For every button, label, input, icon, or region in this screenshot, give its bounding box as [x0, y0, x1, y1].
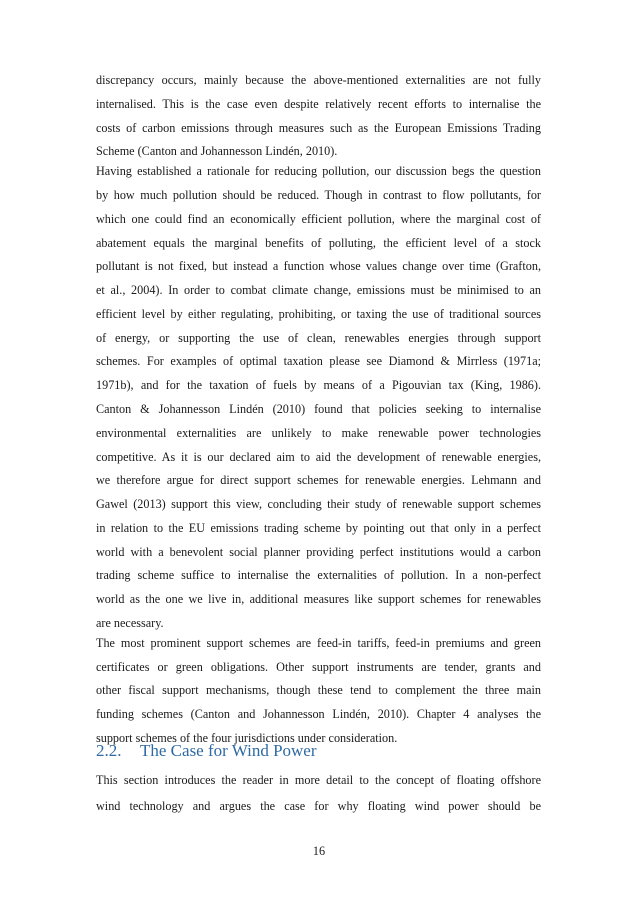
text-line: which one could find an economically efficient pollution, where the marginal cost of: [96, 212, 541, 226]
text-line: certificates or green obligations. Other support instruments are tender, grants and: [96, 660, 541, 674]
section-heading: [96, 741, 317, 761]
text-line: environmental externalities are unlikely to make renewable power technologies: [96, 426, 541, 440]
text-line: Gawel (2013) support this view, concluding their study of renewable support schemes: [96, 497, 541, 511]
text-line: costs of carbon emissions through measures such as the European Emissions Trading: [96, 121, 541, 135]
text-line: Canton & Johannesson Lindén (2010) found that policies seeking to internalise: [96, 402, 541, 416]
text-line: This section introduces the reader in more detail to the concept of floating offshore: [96, 773, 541, 787]
text-line: support schemes of the four jurisdictions under consideration.: [96, 731, 398, 745]
text-line: internalised. This is the case even despite relatively recent efforts to internalise the: [96, 97, 541, 111]
text-line: other fiscal support mechanisms, though these tend to complement the three main: [96, 683, 541, 697]
text-line: efficient level by either regulating, prohibiting, or taxing the use of traditional sources: [96, 307, 541, 321]
text-line: The most prominent support schemes are feed-in tariffs, feed-in premiums and green: [96, 636, 541, 650]
text-line: wind technology and argues the case for why floating wind power should be: [96, 799, 541, 813]
text-line: are necessary.: [96, 616, 164, 630]
text-line: trading scheme suffice to internalise the externalities of pollution. In a non-perfect: [96, 568, 541, 582]
text-line: Scheme (Canton and Johannesson Lindén, 2010).: [96, 144, 338, 158]
text-line: 1971b), and for the taxation of fuels by means of a Pigouvian tax (King, 1986).: [96, 378, 541, 392]
section-number: 2.2.: [96, 741, 122, 760]
text-line: world with a benevolent social planner providing perfect institutions would a carbon: [96, 545, 541, 559]
text-line: world as the one we live in, additional measures like support schemes for renewables: [96, 592, 541, 606]
text-line: et al., 2004). In order to combat climate change, emissions must be minimised to an: [96, 283, 541, 297]
text-line: funding schemes (Canton and Johannesson Lindén, 2010). Chapter 4 analyses the: [96, 707, 541, 721]
text-line: pollutant is not fixed, but instead a function whose values change over time (Grafton,: [96, 259, 541, 273]
section-title: The Case for Wind Power: [140, 741, 317, 760]
text-line: abatement equals the marginal benefits of polluting, the efficient level of a stock: [96, 236, 541, 250]
page-number: 16: [312, 844, 326, 858]
text-line: competitive. As it is our declared aim to aid the development of renewable energies,: [96, 450, 541, 464]
text-line: of energy, or supporting the use of clean, renewables energies through support: [96, 331, 541, 345]
text-line: we therefore argue for direct support schemes for renewable energies. Lehmann and: [96, 473, 541, 487]
text-line: Having established a rationale for reducing pollution, our discussion begs the question: [96, 164, 541, 178]
text-line: discrepancy occurs, mainly because the above-mentioned externalities are not fully: [96, 73, 541, 87]
text-line: schemes. For examples of optimal taxation please see Diamond & Mirrless (1971a;: [96, 354, 541, 368]
text-line: by how much pollution should be reduced. Though in contrast to flow pollutants, for: [96, 188, 541, 202]
text-line: in relation to the EU emissions trading scheme by pointing out that only in a perfect: [96, 521, 541, 535]
